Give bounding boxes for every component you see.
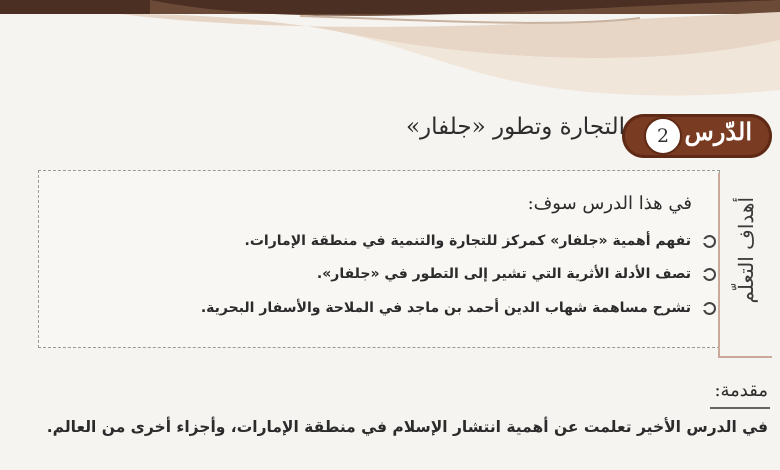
- objective-text: تصف الأدلة الأثرية التي تشير إلى التطور في «جلفار».: [316, 266, 691, 282]
- ring-bullet-icon: [703, 235, 716, 248]
- objectives-intro: في هذا الدرس سوف:: [527, 193, 692, 214]
- introduction-text: في الدرس الأخير تعلمت عن أهمية انتشار الإسلام في منطقة الإمارات، وأجزاء أخرى من العالم.: [46, 418, 768, 436]
- objective-text: تفهم أهمية «جلفار» كمركز للتجارة والتنمية في منطقة الإمارات.: [244, 233, 691, 249]
- header-swoosh-decoration: [0, 0, 780, 110]
- objective-item: [317, 266, 716, 282]
- lesson-title: التجارة وتطور «جلفار»: [405, 114, 625, 140]
- objective-item: [245, 233, 716, 249]
- introduction-underline: [710, 407, 770, 409]
- ring-bullet-icon: [703, 302, 716, 315]
- introduction-heading: مقدمة:: [714, 380, 768, 401]
- objective-text: تشرح مساهمة شهاب الدين أحمد بن ماجد في الملاحة والأسفار البحرية.: [200, 300, 691, 316]
- lesson-label: الدّرس: [684, 117, 752, 146]
- lesson-badge: [622, 114, 772, 158]
- lesson-number: 2: [644, 117, 682, 155]
- objectives-side-label: أهداف التعلّم: [734, 197, 758, 304]
- objectives-side-tab: [718, 173, 772, 358]
- ring-bullet-icon: [703, 268, 716, 281]
- objective-item: [201, 300, 716, 316]
